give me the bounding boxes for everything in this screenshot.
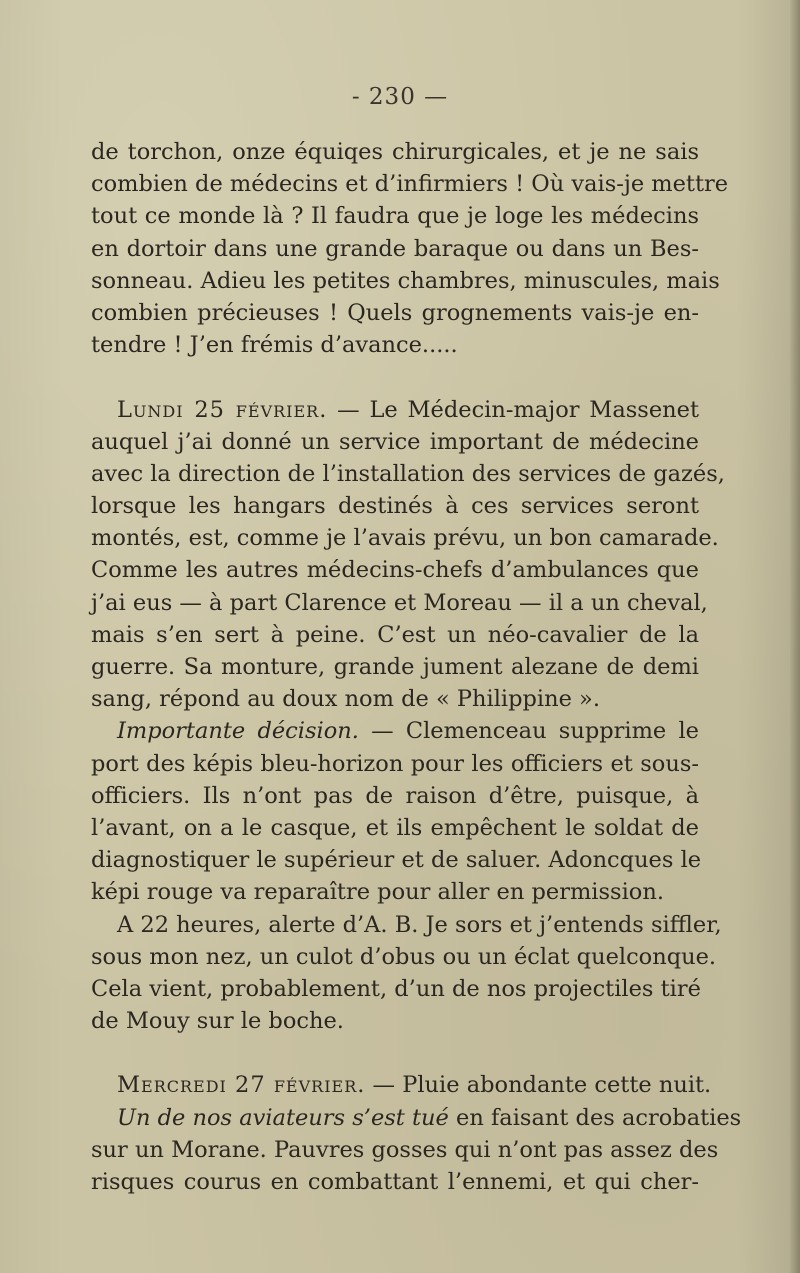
text-line: tendre ! J’en frémis d’avance..... [91, 332, 458, 359]
paragraph-gap [91, 1037, 699, 1069]
text-line: officiers. Ils n’ont pas de raison d’être, puisque, à [91, 782, 699, 809]
text-line: auquel j’ai donné un service important de médecine [91, 428, 699, 455]
paragraph-gap [91, 361, 699, 393]
page-edge-shadow [790, 0, 800, 1273]
italic-lead: Importante décision. [117, 718, 359, 745]
text-line: sonneau. Adieu les petites chambres, minuscules, mais [91, 267, 720, 294]
text-fragment: — Pluie abondante cette nuit. [365, 1072, 712, 1099]
page-number: - 230 — [351, 84, 449, 110]
body-text [91, 136, 742, 1198]
text-line: lorsque les hangars destinés à ces services seront [91, 493, 699, 520]
text-line: tout ce monde là ? Il faudra que je loge les médecins [91, 203, 699, 230]
text-line: guerre. Sa monture, grande jument alezane de demi [91, 654, 699, 680]
date-heading: Mercredi 27 février. [117, 1072, 366, 1099]
text-line: Comme les autres médecins-chefs d’ambulances que [91, 557, 699, 584]
text-line: Cela vient, probablement, d’un de nos projectiles tiré [91, 975, 701, 1002]
text-line: j’ai eus — à part Clarence et Moreau — il a un cheval, [91, 589, 708, 616]
text-line: de torchon, onze équiqes chirurgicales, et je ne sais [91, 139, 699, 165]
entry-first-line [91, 394, 699, 426]
entry-first-line [91, 1069, 712, 1101]
text-line: risques courus en combattant l’ennemi, et qui cher- [91, 1169, 699, 1195]
text-line: sang, répond au doux nom de « Philippine ». [91, 686, 600, 713]
text-line: combien précieuses ! Quels grognements vais-je en- [91, 299, 699, 326]
text-fragment: — Clemenceau supprime le [358, 718, 699, 745]
text-line: sur un Morane. Pauvres gosses qui n’ont pas assez des [91, 1136, 719, 1163]
date-heading: Lundi 25 février. [117, 396, 328, 423]
italic-lead: Un de nos aviateurs s’est tué [117, 1104, 449, 1131]
text-line: port des képis bleu-horizon pour les officiers et sous- [91, 750, 699, 777]
text-line: mais s’en sert à peine. C’est un néo-cavalier de la [91, 621, 699, 648]
text-line: montés, est, comme je l’avais prévu, un bon camarade. [91, 525, 719, 552]
text-line: de Mouy sur le boche. [91, 1008, 344, 1035]
text-line: sous mon nez, un culot d’obus ou un éclat quelconque. [91, 943, 717, 970]
text-line: l’avant, on a le casque, et ils empêchent le soldat de [91, 814, 699, 841]
text-line: diagnostiquer le supérieur et de saluer. Adoncques le [91, 847, 702, 874]
paragraph-first-line [91, 715, 699, 747]
text-line: combien de médecins et d’infirmiers ! Où vais-je mettre [91, 171, 729, 198]
text-line: avec la direction de l’installation des services de gazés, [91, 460, 725, 487]
text-line: képi rouge va reparaître pour aller en permission. [91, 879, 664, 906]
text-fragment: en faisant des acrobaties [448, 1104, 742, 1131]
text-line: en dortoir dans une grande baraque ou dans un Bes- [91, 235, 699, 262]
text-fragment: — Le Médecin-major Massenet [327, 396, 699, 423]
paragraph-first-line: A 22 heures, alerte d’A. B. Je sors et j’entends siffler, [117, 911, 722, 938]
paragraph-first-line [91, 1102, 742, 1134]
